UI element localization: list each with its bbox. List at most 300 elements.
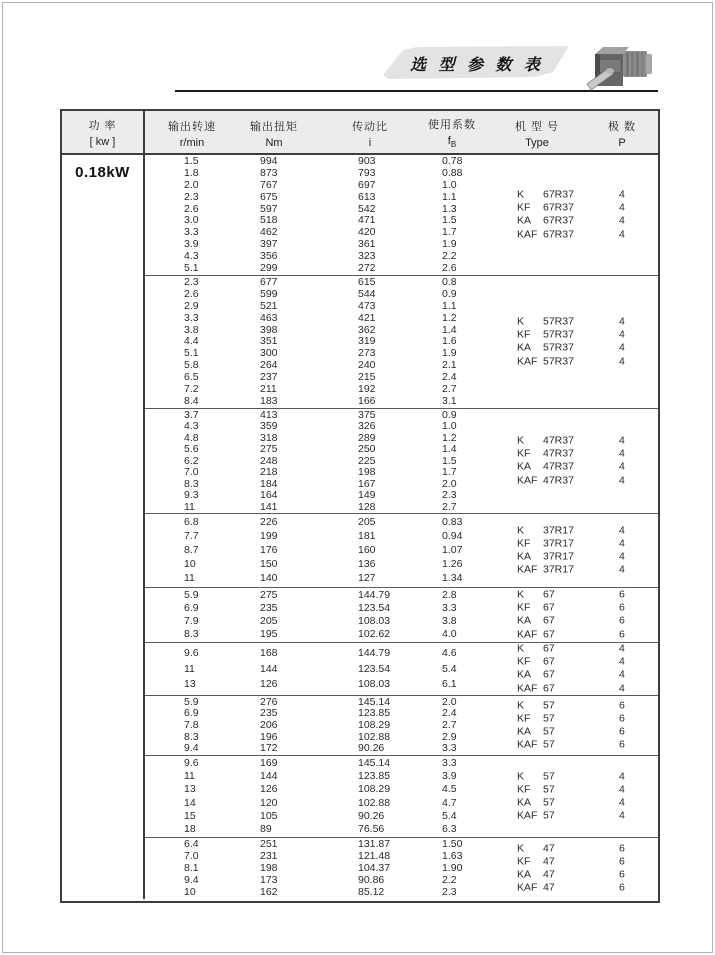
ratio-cell: 326	[358, 420, 376, 432]
type-list	[517, 524, 647, 577]
ratio-cell: 145.14	[358, 695, 391, 708]
column-header-output-speed	[145, 111, 239, 155]
output-torque-cell: 462	[260, 226, 278, 239]
service-factor-cell: 1.7	[442, 226, 457, 239]
output-torque-cell: 599	[260, 287, 278, 300]
service-factor-cell: 0.9	[442, 408, 457, 421]
type-prefix: KAF	[517, 563, 538, 576]
type-prefix: KF	[517, 783, 531, 796]
type-prefix: KA	[517, 461, 532, 473]
type-size: 67	[543, 601, 555, 614]
type-row	[517, 726, 647, 739]
output-torque-cell: 89	[260, 822, 272, 835]
table-row	[145, 502, 658, 513]
output-speed-cell: 11	[184, 662, 195, 675]
ratio-cell: 102.88	[358, 796, 391, 809]
poles-cell: 4	[619, 563, 625, 576]
output-torque-cell: 196	[260, 730, 278, 743]
output-torque-cell: 231	[260, 850, 278, 862]
selection-parameter-table	[60, 109, 660, 903]
type-prefix: K	[517, 770, 525, 783]
output-speed-cell: 3.3	[184, 226, 199, 239]
poles-cell: 6	[619, 712, 625, 725]
output-speed-cell: 5.6	[184, 443, 199, 455]
output-speed-cell: 8.3	[184, 730, 199, 743]
service-factor-cell: 0.8	[442, 275, 457, 288]
service-factor-cell: 1.90	[442, 862, 463, 874]
poles-cell: 4	[619, 315, 625, 328]
type-prefix: KA	[517, 669, 532, 681]
output-torque-cell: 873	[260, 166, 278, 179]
output-speed-cell: 2.0	[184, 178, 199, 191]
service-factor-cell: 1.9	[442, 347, 457, 360]
ratio-cell: 136	[358, 558, 376, 570]
service-factor-cell: 0.88	[442, 166, 463, 179]
type-prefix: KAF	[517, 682, 538, 695]
service-factor-cell: 1.50	[442, 838, 463, 850]
type-prefix: KA	[517, 342, 532, 354]
service-factor-cell: 2.1	[442, 359, 457, 372]
table-row	[145, 410, 658, 421]
table-row	[145, 277, 658, 288]
ratio-cell: 76.56	[358, 822, 385, 835]
service-factor-cell: 5.4	[442, 809, 457, 822]
type-prefix: K	[517, 699, 525, 712]
type-prefix: K	[517, 315, 525, 328]
type-size: 57	[543, 809, 555, 822]
type-row	[517, 770, 647, 783]
output-speed-cell: 8.3	[184, 628, 199, 640]
poles-cell: 6	[619, 699, 625, 712]
service-factor-cell: 4.0	[442, 628, 457, 640]
poles-cell: 4	[619, 355, 625, 368]
type-size: 57R37	[543, 342, 574, 354]
service-factor-cell: 3.9	[442, 770, 457, 783]
output-torque-cell: 413	[260, 408, 278, 421]
output-torque-cell: 169	[260, 757, 278, 770]
ratio-cell: 108.03	[358, 678, 391, 691]
output-speed-cell: 7.9	[184, 615, 199, 627]
type-row	[517, 712, 647, 725]
ratio-cell: 166	[358, 394, 376, 407]
poles-cell: 6	[619, 738, 625, 751]
type-size: 57	[543, 770, 555, 783]
type-prefix: K	[517, 524, 525, 537]
output-torque-label-cn: 输出扭矩	[250, 120, 298, 133]
service-factor-cell: 0.94	[442, 530, 463, 542]
ratio-cell: 473	[358, 299, 376, 312]
type-prefix: KF	[517, 328, 531, 341]
output-torque-cell: 144	[260, 770, 278, 783]
output-speed-cell: 7.0	[184, 850, 199, 862]
type-size: 57R37	[543, 328, 574, 341]
output-speed-cell: 9.4	[184, 742, 199, 755]
ratio-cell: 123.54	[358, 602, 391, 614]
ratio-cell: 542	[358, 202, 376, 215]
output-torque-cell: 183	[260, 394, 278, 407]
type-list	[517, 435, 647, 488]
output-speed-cell: 3.0	[184, 214, 199, 227]
service-factor-cell: 4.6	[442, 646, 457, 659]
output-speed-cell: 2.3	[184, 190, 199, 203]
service-factor-cell: 1.0	[442, 420, 457, 432]
output-torque-cell: 518	[260, 214, 278, 227]
output-torque-cell: 140	[260, 572, 278, 584]
service-factor-cell: 1.4	[442, 323, 457, 336]
output-speed-cell: 11	[184, 500, 195, 513]
output-torque-cell: 677	[260, 275, 278, 288]
service-factor-cell: 1.1	[442, 299, 457, 312]
service-factor-cell: 1.2	[442, 311, 457, 324]
ratio-cell: 102.88	[358, 730, 391, 743]
output-speed-cell: 2.9	[184, 299, 199, 312]
power-header-label: 功 率	[88, 119, 117, 132]
type-row	[517, 189, 647, 202]
type-size: 67	[543, 655, 555, 668]
poles-cell: 4	[619, 783, 625, 796]
service-factor-cell: 2.9	[442, 730, 457, 743]
ratio-cell: 90.26	[358, 742, 385, 755]
ratio-cell: 903	[358, 154, 376, 167]
type-prefix: KF	[517, 201, 531, 214]
output-speed-cell: 18	[184, 822, 196, 835]
column-header-type	[490, 111, 584, 155]
output-torque-cell: 218	[260, 466, 278, 478]
output-speed-cell: 10	[184, 886, 196, 898]
type-row	[517, 589, 647, 602]
type-row	[517, 882, 647, 895]
poles-cell: 4	[619, 550, 625, 563]
output-speed-cell: 5.1	[184, 262, 199, 275]
type-row	[517, 656, 647, 669]
ratio-cell: 420	[358, 226, 376, 239]
output-torque-cell: 150	[260, 558, 278, 570]
poles-cell: 4	[619, 201, 625, 214]
service-factor-cell: 2.2	[442, 874, 457, 886]
output-torque-cell: 164	[260, 489, 278, 501]
column-header-power	[62, 111, 145, 153]
row-group	[145, 587, 658, 642]
table-body-groups	[145, 155, 658, 899]
ratio-cell: 793	[358, 166, 376, 179]
type-prefix: KA	[517, 868, 532, 881]
type-size: 37R17	[543, 524, 574, 537]
type-prefix: KAF	[517, 738, 538, 751]
type-prefix: KAF	[517, 628, 538, 641]
output-torque-cell: 211	[260, 383, 277, 396]
output-speed-cell: 5.8	[184, 359, 199, 372]
ratio-cell: 615	[358, 275, 376, 288]
poles-cell: 6	[619, 855, 625, 868]
type-prefix: KA	[517, 550, 532, 563]
poles-cell: 6	[619, 615, 625, 627]
service-factor-cell: 5.4	[442, 662, 457, 675]
row-group	[145, 155, 658, 275]
output-torque-cell: 198	[260, 862, 278, 874]
table-header-columns	[145, 111, 658, 153]
type-row	[517, 602, 647, 615]
power-header-unit: [ kw ]	[89, 135, 116, 148]
table-row	[145, 372, 658, 383]
output-speed-cell: 6.5	[184, 371, 199, 384]
poles-cell: 4	[619, 537, 625, 550]
output-torque-cell: 398	[260, 323, 278, 336]
type-row	[517, 783, 647, 796]
ratio-cell: 144.79	[358, 646, 391, 659]
table-row	[145, 421, 658, 432]
ratio-cell: 131.87	[358, 838, 391, 850]
service-factor-cell: 2.2	[442, 250, 457, 263]
ratio-cell: 225	[358, 454, 376, 467]
column-header-service-factor	[405, 111, 499, 155]
service-factor-cell: 1.9	[442, 238, 457, 251]
type-row	[517, 855, 647, 868]
output-torque-cell: 168	[260, 646, 278, 659]
table-body	[62, 155, 658, 899]
column-header-output-torque	[227, 111, 321, 155]
ratio-cell: 319	[358, 335, 376, 348]
table-row	[145, 490, 658, 501]
output-speed-cell: 4.3	[184, 250, 199, 263]
type-size: 67	[543, 669, 555, 681]
output-speed-cell: 9.3	[184, 489, 199, 501]
table-row	[145, 168, 658, 179]
page-title-banner	[383, 46, 571, 81]
table-row	[145, 156, 658, 167]
ratio-cell: 102.62	[358, 628, 391, 640]
page-title: 选 型 参 数 表	[410, 57, 544, 74]
type-row	[517, 810, 647, 823]
type-size: 57	[543, 712, 555, 725]
type-row	[517, 215, 647, 228]
output-speed-label-en: r/min	[179, 136, 205, 149]
output-speed-cell: 6.4	[184, 838, 199, 850]
type-prefix: KF	[517, 537, 531, 550]
type-row	[517, 682, 647, 695]
type-size: 47R37	[543, 434, 574, 447]
output-speed-cell: 3.7	[184, 408, 199, 421]
type-list	[517, 699, 647, 752]
output-speed-cell: 6.8	[184, 516, 199, 528]
service-factor-cell: 1.6	[442, 335, 457, 348]
type-size: 67R37	[543, 228, 574, 241]
output-torque-cell: 351	[260, 335, 278, 348]
ratio-cell: 544	[358, 287, 376, 300]
type-list	[517, 316, 647, 369]
output-torque-cell: 206	[260, 718, 278, 731]
output-torque-cell: 126	[260, 783, 278, 796]
output-torque-cell: 199	[260, 530, 278, 542]
type-row	[517, 202, 647, 215]
poles-cell: 6	[619, 588, 625, 601]
ratio-cell: 123.54	[358, 662, 391, 675]
ratio-cell: 192	[358, 383, 376, 396]
type-row	[517, 228, 647, 241]
poles-label-cn: 极 数	[607, 120, 637, 133]
service-factor-cell: 1.0	[442, 178, 457, 191]
poles-cell: 4	[619, 474, 625, 487]
type-size: 57R37	[543, 315, 574, 328]
output-torque-cell: 397	[260, 238, 278, 251]
output-speed-cell: 4.3	[184, 420, 199, 432]
service-factor-cell: 1.5	[442, 454, 457, 467]
output-speed-cell: 13	[184, 783, 196, 796]
output-speed-cell: 1.5	[184, 154, 199, 167]
output-torque-cell: 275	[260, 589, 278, 601]
column-header-ratio	[323, 111, 417, 155]
type-size: 67	[543, 628, 555, 641]
ratio-cell: 121.48	[358, 850, 391, 862]
type-prefix: KAF	[517, 881, 538, 894]
output-torque-cell: 264	[260, 359, 278, 372]
type-size: 67	[543, 682, 555, 695]
type-prefix: KA	[517, 796, 532, 809]
service-factor-cell: 2.0	[442, 477, 457, 490]
output-speed-cell: 13	[184, 678, 196, 691]
service-factor-cell: 1.26	[442, 558, 463, 570]
service-factor-label-cn: 使用系数	[428, 119, 476, 132]
service-factor-cell: 0.9	[442, 287, 457, 300]
service-factor-cell: 3.3	[442, 757, 457, 770]
output-speed-cell: 1.8	[184, 166, 199, 179]
output-torque-label-en: Nm	[265, 136, 283, 149]
ratio-cell: 85.12	[358, 886, 385, 898]
output-torque-cell: 318	[260, 431, 278, 444]
output-speed-cell: 8.7	[184, 544, 199, 556]
output-torque-cell: 172	[260, 742, 278, 755]
type-size: 57	[543, 725, 555, 738]
service-factor-cell: 2.0	[442, 695, 457, 708]
ratio-cell: 108.29	[358, 718, 391, 731]
output-speed-cell: 9.4	[184, 874, 199, 886]
service-factor-cell: 4.5	[442, 783, 457, 796]
ratio-cell: 108.03	[358, 615, 391, 627]
output-torque-cell: 235	[260, 707, 278, 720]
type-size: 67R37	[543, 188, 574, 201]
type-row	[517, 474, 647, 487]
table-row	[145, 263, 658, 274]
poles-cell: 6	[619, 881, 625, 894]
row-group	[145, 275, 658, 408]
ratio-cell: 123.85	[358, 770, 391, 783]
type-row	[517, 564, 647, 577]
output-speed-cell: 6.9	[184, 707, 199, 720]
poles-cell: 6	[619, 628, 625, 641]
output-torque-cell: 463	[260, 311, 278, 324]
type-size: 67	[543, 588, 555, 601]
type-row	[517, 537, 647, 550]
row-group	[145, 755, 658, 837]
table-header-row	[62, 111, 658, 155]
output-speed-cell: 6.9	[184, 602, 199, 614]
poles-cell: 6	[619, 868, 625, 881]
type-row	[517, 842, 647, 855]
type-prefix: K	[517, 434, 525, 447]
type-prefix: KF	[517, 447, 531, 460]
ratio-cell: 127	[358, 572, 376, 584]
type-row	[517, 628, 647, 641]
output-torque-cell: 226	[260, 516, 278, 528]
ratio-cell: 123.85	[358, 707, 391, 720]
table-row	[145, 824, 658, 835]
type-row	[517, 551, 647, 564]
service-factor-cell: 6.1	[442, 678, 457, 691]
poles-cell: 4	[619, 328, 625, 341]
output-torque-cell: 299	[260, 262, 278, 275]
output-torque-cell: 597	[260, 202, 278, 215]
ratio-cell: 108.29	[358, 783, 391, 796]
type-label-en: Type	[525, 136, 549, 149]
output-speed-cell: 6.2	[184, 454, 199, 467]
service-factor-cell: 2.7	[442, 500, 457, 513]
power-value: 0.18kW	[75, 164, 130, 181]
type-row	[517, 342, 647, 355]
column-header-poles	[575, 111, 660, 155]
service-factor-cell: 2.4	[442, 707, 457, 720]
output-torque-cell: 173	[260, 874, 278, 886]
service-factor-cell: 1.34	[442, 572, 463, 584]
type-row	[517, 739, 647, 752]
type-prefix: KF	[517, 712, 531, 725]
type-row	[517, 461, 647, 474]
output-torque-cell: 237	[260, 371, 278, 384]
type-list	[517, 589, 647, 642]
output-torque-cell: 300	[260, 347, 278, 360]
output-speed-cell: 9.6	[184, 646, 199, 659]
output-speed-cell: 4.4	[184, 335, 199, 348]
type-size: 57	[543, 699, 555, 712]
type-prefix: K	[517, 588, 525, 601]
service-factor-cell: 2.6	[442, 262, 457, 275]
output-speed-cell: 3.9	[184, 238, 199, 251]
output-speed-cell: 2.3	[184, 275, 199, 288]
ratio-cell: 104.37	[358, 862, 391, 874]
ratio-label-en: i	[368, 136, 372, 149]
type-row	[517, 643, 647, 656]
table-row	[145, 301, 658, 312]
ratio-cell: 181	[358, 530, 376, 542]
type-list	[517, 842, 647, 895]
output-torque-cell: 276	[260, 695, 278, 708]
output-speed-cell: 9.6	[184, 757, 199, 770]
output-speed-cell: 5.1	[184, 347, 199, 360]
row-group	[145, 408, 658, 513]
service-factor-cell: 1.2	[442, 431, 457, 444]
type-prefix: KAF	[517, 228, 538, 241]
service-factor-cell: 2.7	[442, 383, 457, 396]
service-factor-cell: 1.7	[442, 466, 457, 478]
service-factor-cell: 3.1	[442, 394, 457, 407]
type-prefix: KA	[517, 215, 532, 227]
type-prefix: KA	[517, 615, 532, 627]
output-speed-cell: 7.0	[184, 466, 199, 478]
ratio-cell: 128	[358, 500, 376, 513]
service-factor-cell: 1.07	[442, 544, 463, 556]
output-speed-cell: 3.8	[184, 323, 199, 336]
ratio-cell: 145.14	[358, 757, 391, 770]
output-speed-cell: 2.6	[184, 202, 199, 215]
type-list	[517, 643, 647, 696]
service-factor-cell: 3.8	[442, 615, 457, 627]
output-torque-cell: 994	[260, 154, 278, 167]
output-torque-cell: 184	[260, 477, 278, 490]
type-size: 67	[543, 642, 555, 655]
poles-cell: 4	[619, 188, 625, 201]
poles-cell: 4	[619, 682, 625, 695]
poles-cell: 4	[619, 655, 625, 668]
service-factor-label-en: $f_B$	[447, 135, 457, 150]
output-speed-cell: 3.3	[184, 311, 199, 324]
